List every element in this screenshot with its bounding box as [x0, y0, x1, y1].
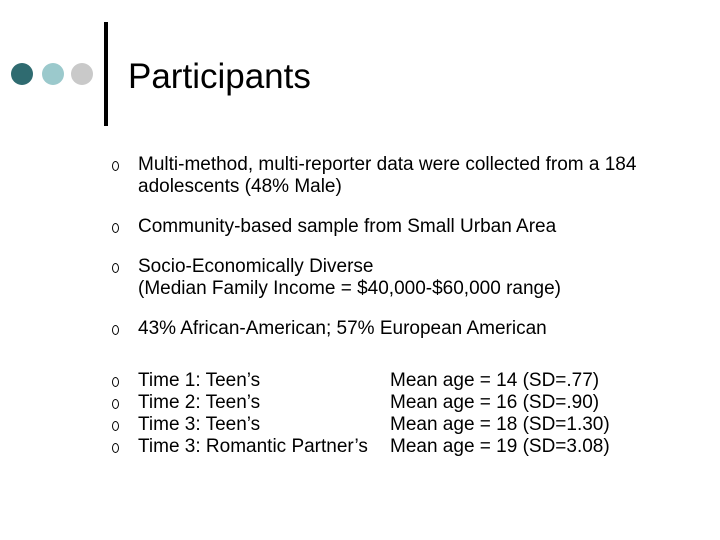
time-row	[112, 370, 610, 392]
slide-title: Participants	[128, 57, 311, 96]
bullet-item	[112, 256, 692, 300]
bullet-item	[112, 216, 692, 238]
mean-age-value: Mean age = 16 (SD=.90)	[390, 392, 600, 413]
bullet-circle-icon	[112, 325, 119, 335]
bullet-circle-icon	[112, 377, 119, 387]
time-row	[112, 436, 610, 458]
time-row	[112, 414, 610, 436]
mean-age-value: Mean age = 19 (SD=3.08)	[390, 436, 610, 457]
time-label: Time 3: Romantic Partner’s	[138, 436, 368, 457]
mean-age-value: Mean age = 18 (SD=1.30)	[390, 414, 610, 435]
title-divider	[104, 22, 108, 126]
bullet-circle-icon	[112, 161, 119, 171]
bullet-circle-icon	[112, 223, 119, 233]
bullet-list	[112, 154, 692, 340]
decorative-dot-teal	[42, 63, 64, 85]
age-by-time-table	[112, 370, 610, 458]
decorative-dot-gray	[71, 63, 93, 85]
time-row	[112, 392, 610, 414]
bullet-text: 43% African-American; 57% European American	[138, 318, 547, 339]
title-decoration	[0, 0, 720, 130]
decorative-dot-dark	[11, 63, 33, 85]
bullet-circle-icon	[112, 443, 119, 453]
time-label: Time 2: Teen’s	[138, 392, 261, 413]
bullet-text: Multi-method, multi-reporter data were collected from a 184	[138, 154, 637, 175]
bullet-text: adolescents (48% Male)	[138, 176, 342, 197]
time-label: Time 1: Teen’s	[138, 370, 261, 391]
bullet-circle-icon	[112, 263, 119, 273]
bullet-item	[112, 154, 692, 198]
bullet-text: (Median Family Income = $40,000-$60,000 range)	[138, 278, 561, 299]
bullet-text: Community-based sample from Small Urban Area	[138, 216, 557, 237]
bullet-text: Socio-Economically Diverse	[138, 256, 374, 277]
bullet-item	[112, 318, 692, 340]
time-label: Time 3: Teen’s	[138, 414, 261, 435]
bullet-circle-icon	[112, 421, 119, 431]
mean-age-value: Mean age = 14 (SD=.77)	[390, 370, 600, 391]
bullet-circle-icon	[112, 399, 119, 409]
